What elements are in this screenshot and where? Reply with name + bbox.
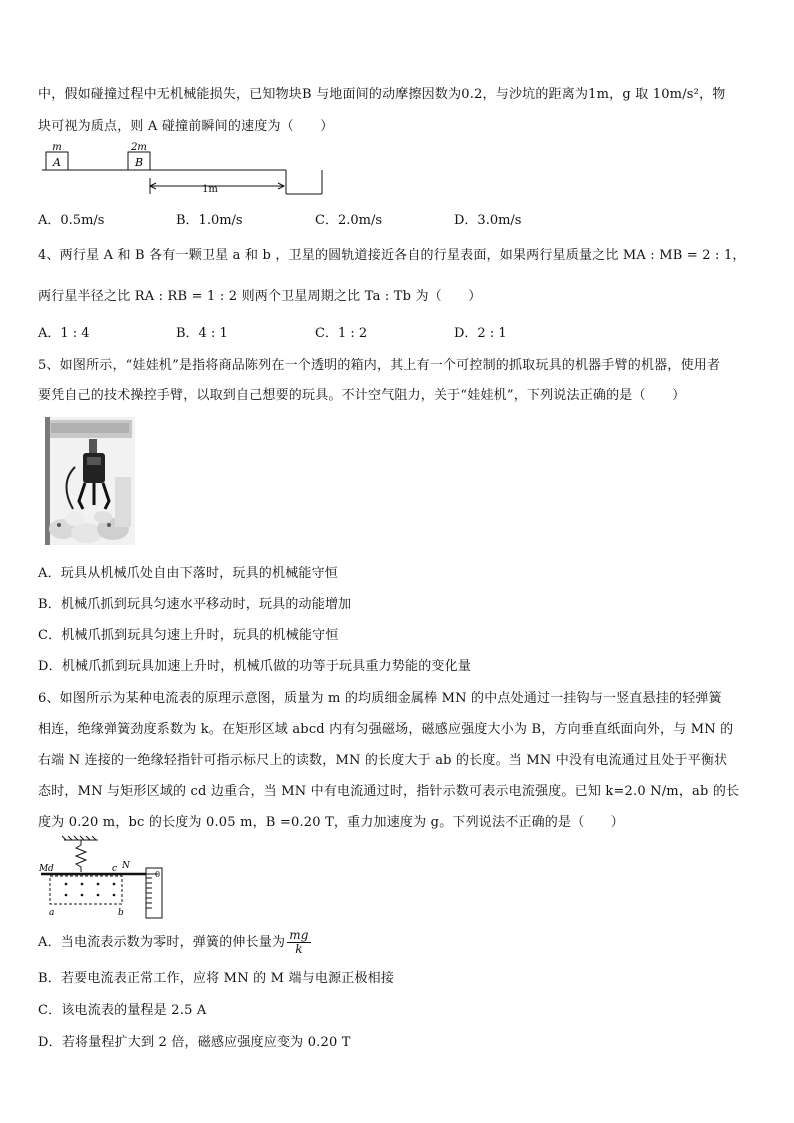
- q6-line3: 右端 N 连接的一绝缘轻指针可指示标尺上的读数，MN 的长度大于 ab 的长度。当 MN 中没有电流通过且处于平衡状: [38, 753, 728, 768]
- fraction-denominator: k: [295, 942, 303, 956]
- q6-ammeter-figure: [38, 833, 168, 923]
- q3-option-b: B．1.0m/s: [176, 213, 243, 228]
- q5-line1: 5、如图所示，“娃娃机”是指将商品陈列在一个透明的箱内，其上有一个可控制的抓取玩具的机器手臂的机器，使用者: [38, 358, 721, 373]
- q6-line5: 度为 0.20 m，bc 的长度为 0.05 m，B =0.20 T，重力加速度为 g。下列说法不正确的是（ ）: [38, 815, 624, 830]
- q3-figure-blocks: [38, 140, 338, 202]
- q6-line4: 态时，MN 与矩形区域的 cd 边重合，当 MN 中有电流通过时，指针示数可表示电流强度。已知 k=2.0 N/m，ab 的长: [38, 784, 740, 799]
- q5-line2: 要凭自己的技术操控手臂，以取到自己想要的玩具。不计空气阻力，关于“娃娃机”，下列说法正确的是（ ）: [38, 388, 686, 403]
- block-b-label: B: [134, 156, 144, 169]
- q3-line1: 中，假如碰撞过程中无机械能损失，已知物块B 与地面间的动摩擦因数为0.2，与沙坑的距离为1m，g 取 10m/s²，物: [38, 87, 726, 102]
- q4-options: [38, 322, 738, 340]
- mass-a-label: m: [52, 142, 62, 153]
- label-m: M: [39, 864, 49, 874]
- mass-b-label: 2m: [131, 142, 147, 153]
- q5-option-d: D．机械爪抓到玩具加速上升时，机械爪做的功等于玩具重力势能的变化量: [38, 659, 472, 674]
- claw-machine-photo: [45, 417, 135, 545]
- label-b: b: [118, 908, 124, 918]
- fraction-numerator: mg: [289, 928, 309, 942]
- q4-option-a: A．1 : 4: [38, 326, 90, 341]
- mg-over-k-fraction: [287, 929, 310, 956]
- q6-option-b: B．若要电流表正常工作，应将 MN 的 M 端与电源正极相接: [38, 971, 395, 986]
- scale-zero-label: 0: [155, 870, 161, 879]
- q3-option-a: A．0.5m/s: [38, 213, 105, 228]
- q6-line2: 相连，绝缘弹簧劲度系数为 k。在矩形区域 abcd 内有匀强磁场，磁感应强度大小为 B，方向垂直纸面向外，与 MN 的: [38, 722, 734, 737]
- q6-option-a: [38, 929, 311, 956]
- q5-option-b: B．机械爪抓到玩具匀速水平移动时，玩具的动能增加: [38, 597, 352, 612]
- label-d: d: [48, 864, 54, 874]
- label-n: N: [122, 861, 130, 871]
- label-a: a: [49, 908, 55, 918]
- q3-line2: 块可视为质点，则 A 碰撞前瞬间的速度为（ ）: [38, 119, 334, 134]
- q6-option-a-text: A．当电流表示数为零时，弹簧的伸长量为: [38, 935, 286, 950]
- q3-options: [38, 209, 738, 227]
- q3-option-d: D．3.0m/s: [454, 213, 522, 228]
- q3-option-c: C．2.0m/s: [315, 213, 382, 228]
- q6-line1: 6、如图所示为某种电流表的原理示意图，质量为 m 的均质细金属棒 MN 的中点处通过一挂钩与一竖直悬挂的轻弹簧: [38, 691, 722, 706]
- q5-option-a: A．玩具从机械爪处自由下落时，玩具的机械能守恒: [38, 566, 338, 581]
- q6-option-d: D．若将量程扩大到 2 倍，磁感应强度应变为 0.20 T: [38, 1035, 351, 1050]
- q4-line2: 两行星半径之比 RA : RB = 1 : 2 则两个卫星周期之比 Ta : Tb 为（ ）: [38, 289, 482, 304]
- q5-option-c: C．机械爪抓到玩具匀速上升时，玩具的机械能守恒: [38, 628, 339, 643]
- block-a-label: A: [53, 156, 61, 169]
- q4-option-c: C．1 : 2: [315, 326, 368, 341]
- q4-option-b: B．4 : 1: [176, 326, 228, 341]
- q6-option-c: C．该电流表的量程是 2.5 A: [38, 1003, 207, 1018]
- label-c: c: [112, 864, 118, 874]
- q4-option-d: D．2 : 1: [454, 326, 507, 341]
- q4-line1: 4、两行星 A 和 B 各有一颗卫星 a 和 b ，卫星的圆轨道接近各自的行星表面，如果两行星质量之比 MA : MB = 2 : 1，: [38, 248, 746, 263]
- distance-label: 1m: [202, 184, 218, 195]
